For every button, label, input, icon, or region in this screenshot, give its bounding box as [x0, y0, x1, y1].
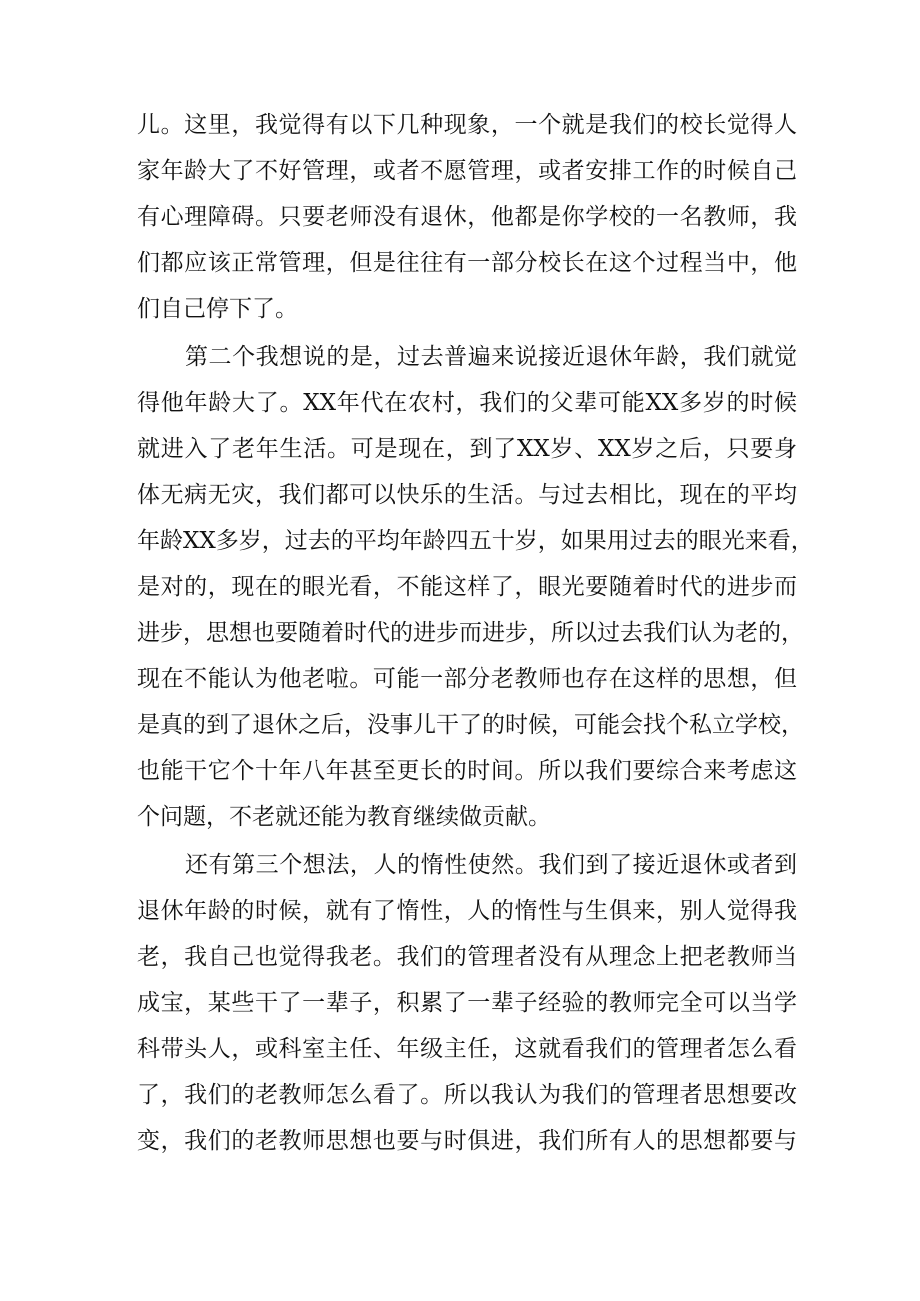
- text-line: 们都应该正常管理，但是往往有一部分校长在这个过程当中，他: [137, 250, 797, 276]
- text-line: 有心理障碍。只要老师没有退休，他都是你学校的一名教师，我: [137, 204, 797, 230]
- text-line: 科带头人，或科室主任、年级主任，这就看我们的管理者怎么看: [137, 1036, 797, 1062]
- document-body: [137, 102, 814, 1164]
- text-line: 们自己停下了。: [137, 296, 298, 322]
- text-line: 了，我们的老教师怎么看了。所以我认为我们的管理者思想要改: [137, 1082, 797, 1108]
- text-line: 是真的到了退休之后，没事儿干了的时候，可能会找个私立学校，: [137, 712, 804, 738]
- text-line: 体无病无灾，我们都可以快乐的生活。与过去相比，现在的平均: [137, 482, 797, 508]
- text-line: 就进入了老年生活。可是现在，到了XX岁、XX岁之后，只要身: [137, 436, 797, 462]
- text-line: 老，我自己也觉得我老。我们的管理者没有从理念上把老教师当: [137, 944, 797, 970]
- text-line: 现在不能认为他老啦。可能一部分老教师也存在这样的思想，但: [137, 666, 797, 692]
- text-line: 成宝，某些干了一辈子，积累了一辈子经验的教师完全可以当学: [137, 990, 797, 1016]
- text-line: 得他年龄大了。XX年代在农村，我们的父辈可能XX多岁的时候: [137, 390, 797, 416]
- text-line: 年龄XX多岁，过去的平均年龄四五十岁，如果用过去的眼光来看，: [137, 528, 814, 554]
- paragraph-3: [137, 842, 797, 1164]
- text-line: 第二个我想说的是，过去普遍来说接近退休年龄，我们就觉: [185, 344, 797, 370]
- text-line: 是对的，现在的眼光看，不能这样了，眼光要随着时代的进步而: [137, 574, 797, 600]
- text-line: 也能干它个十年八年甚至更长的时间。所以我们要综合来考虑这: [137, 758, 797, 784]
- text-line: 还有第三个想法，人的惰性使然。我们到了接近退休或者到: [185, 852, 797, 878]
- text-line: 儿。这里，我觉得有以下几种现象，一个就是我们的校长觉得人: [137, 112, 797, 138]
- text-line: 变，我们的老教师思想也要与时俱进，我们所有人的思想都要与: [137, 1128, 797, 1154]
- text-line: 个问题，不老就还能为教育继续做贡献。: [137, 804, 551, 830]
- text-line: 退休年龄的时候，就有了惰性，人的惰性与生俱来，别人觉得我: [137, 898, 797, 924]
- paragraph-1: [137, 102, 797, 332]
- text-line: 家年龄大了不好管理，或者不愿管理，或者安排工作的时候自己: [137, 158, 797, 184]
- paragraph-2: [137, 334, 814, 840]
- text-line: 进步，思想也要随着时代的进步而进步，所以过去我们认为老的，: [137, 620, 804, 646]
